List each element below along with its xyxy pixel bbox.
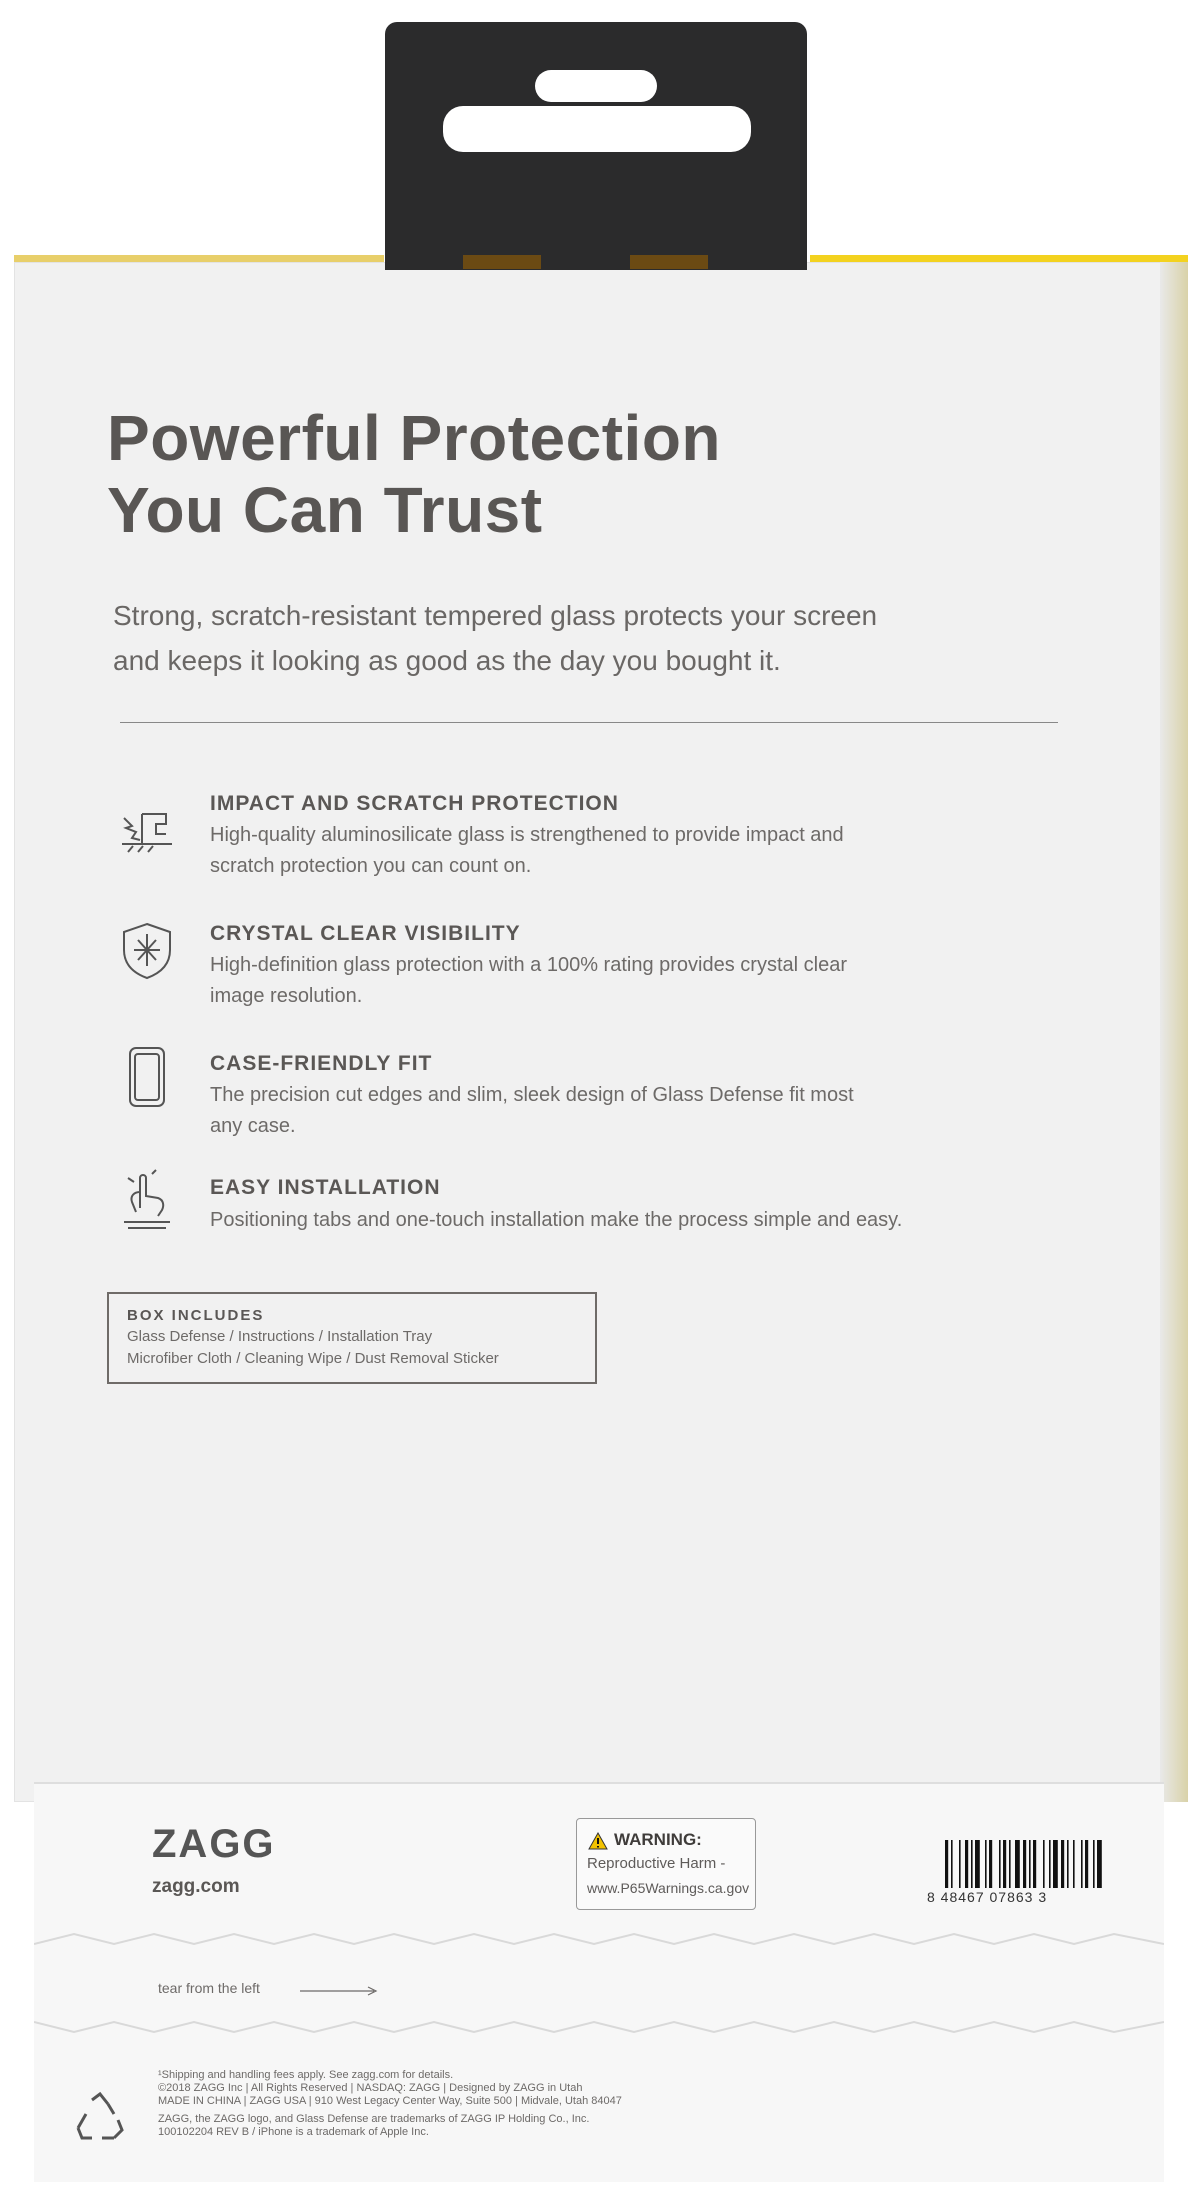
feature-line: Positioning tabs and one-touch installation make the process simple and easy. (210, 1209, 903, 1231)
feature-title: CRYSTAL CLEAR VISIBILITY (210, 922, 521, 945)
barcode-bar (1085, 1840, 1088, 1888)
fine-print-line: ¹Shipping and handling fees apply. See zagg.com for details. (158, 2069, 454, 2081)
barcode (945, 1840, 1145, 1888)
intro-line: and keeps it looking as good as the day you bought it. (113, 645, 781, 676)
divider (120, 722, 1058, 723)
warning-line: Reproductive Harm - (587, 1855, 726, 1872)
barcode-bar (989, 1840, 992, 1888)
package-side-edge (1160, 262, 1188, 1802)
barcode-bar (975, 1840, 980, 1888)
perforation-line (34, 1930, 1164, 1948)
barcode-bar (1067, 1840, 1069, 1888)
barcode-bar (1043, 1840, 1045, 1888)
feature-title: IMPACT AND SCRATCH PROTECTION (210, 792, 619, 815)
barcode-bar (951, 1840, 953, 1888)
barcode-bar (1033, 1840, 1036, 1888)
barcode-bar (1009, 1840, 1011, 1888)
barcode-bar (999, 1840, 1001, 1888)
barcode-number: 8 48467 07863 3 (927, 1889, 1048, 1905)
barcode-bar (1003, 1840, 1006, 1888)
intro-line: Strong, scratch-resistant tempered glass protects your screen (113, 600, 878, 631)
box-includes-line: Microfiber Cloth / Cleaning Wipe / Dust Removal Sticker (127, 1350, 499, 1367)
feature-description (210, 1080, 1030, 1142)
hang-hole (535, 70, 657, 102)
hang-tab-slot (463, 255, 541, 269)
touch-hand-icon (118, 1168, 176, 1230)
feature-line: High-quality aluminosilicate glass is strengthened to provide impact and (210, 824, 844, 846)
feature-line: image resolution. (210, 985, 363, 1007)
headline-line: Powerful Protection (107, 402, 721, 474)
warning-triangle-icon (588, 1832, 608, 1850)
fine-print-line: ZAGG, the ZAGG logo, and Glass Defense are trademarks of ZAGG IP Holding Co., Inc. (158, 2113, 590, 2125)
hang-hole-lower (443, 106, 751, 152)
impact-scratch-icon (118, 800, 176, 862)
arrow-right-icon (300, 1986, 380, 1996)
feature-line: any case. (210, 1115, 296, 1137)
box-includes-line: Glass Defense / Instructions / Installation Tray (127, 1328, 433, 1345)
barcode-bar (1093, 1840, 1095, 1888)
box-includes-title: BOX INCLUDES (127, 1307, 265, 1324)
feature-line: scratch protection you can count on. (210, 855, 532, 877)
feature-line: The precision cut edges and slim, sleek design of Glass Defense fit most (210, 1084, 854, 1106)
barcode-bar (1073, 1840, 1075, 1888)
barcode-bar (945, 1840, 948, 1888)
barcode-bar (1081, 1840, 1083, 1888)
fine-print-line: ©2018 ZAGG Inc | All Rights Reserved | NASDAQ: ZAGG | Designed by ZAGG in Utah (158, 2082, 583, 2094)
barcode-bar (1097, 1840, 1102, 1888)
brand-logo: ZAGG (152, 1822, 276, 1866)
barcode-bar (959, 1840, 961, 1888)
feature-title: CASE-FRIENDLY FIT (210, 1052, 433, 1075)
headline (107, 402, 907, 546)
phone-case-icon (118, 1046, 176, 1108)
headline-line: You Can Trust (107, 474, 543, 546)
shield-clarity-icon (118, 920, 176, 982)
barcode-bar (1015, 1840, 1020, 1888)
feature-description (210, 820, 1030, 882)
hang-tab-slot (630, 255, 708, 269)
warning-url: www.P65Warnings.ca.gov (587, 1880, 750, 1896)
feature-description (210, 1205, 1030, 1236)
barcode-bar (1061, 1840, 1064, 1888)
recycle-icon (72, 2090, 128, 2146)
barcode-bar (971, 1840, 973, 1888)
perforation-line (34, 2018, 1164, 2036)
fine-print-line: MADE IN CHINA | ZAGG USA | 910 West Legacy Center Way, Suite 500 | Midvale, Utah 84047 (158, 2095, 622, 2107)
feature-title: EASY INSTALLATION (210, 1176, 441, 1199)
barcode-bar (1023, 1840, 1026, 1888)
barcode-bar (1049, 1840, 1051, 1888)
intro-text (113, 593, 1073, 683)
fine-print-line: 100102204 REV B / iPhone is a trademark of Apple Inc. (158, 2126, 429, 2138)
tear-instruction: tear from the left (158, 1980, 260, 1996)
barcode-bar (1053, 1840, 1058, 1888)
warning-title: WARNING: (614, 1830, 702, 1849)
barcode-bar (1029, 1840, 1031, 1888)
barcode-bar (965, 1840, 968, 1888)
feature-description (210, 950, 1030, 1012)
barcode-bar (985, 1840, 987, 1888)
brand-url: zagg.com (152, 1876, 240, 1897)
feature-line: High-definition glass protection with a 100% rating provides crystal clear (210, 954, 847, 976)
